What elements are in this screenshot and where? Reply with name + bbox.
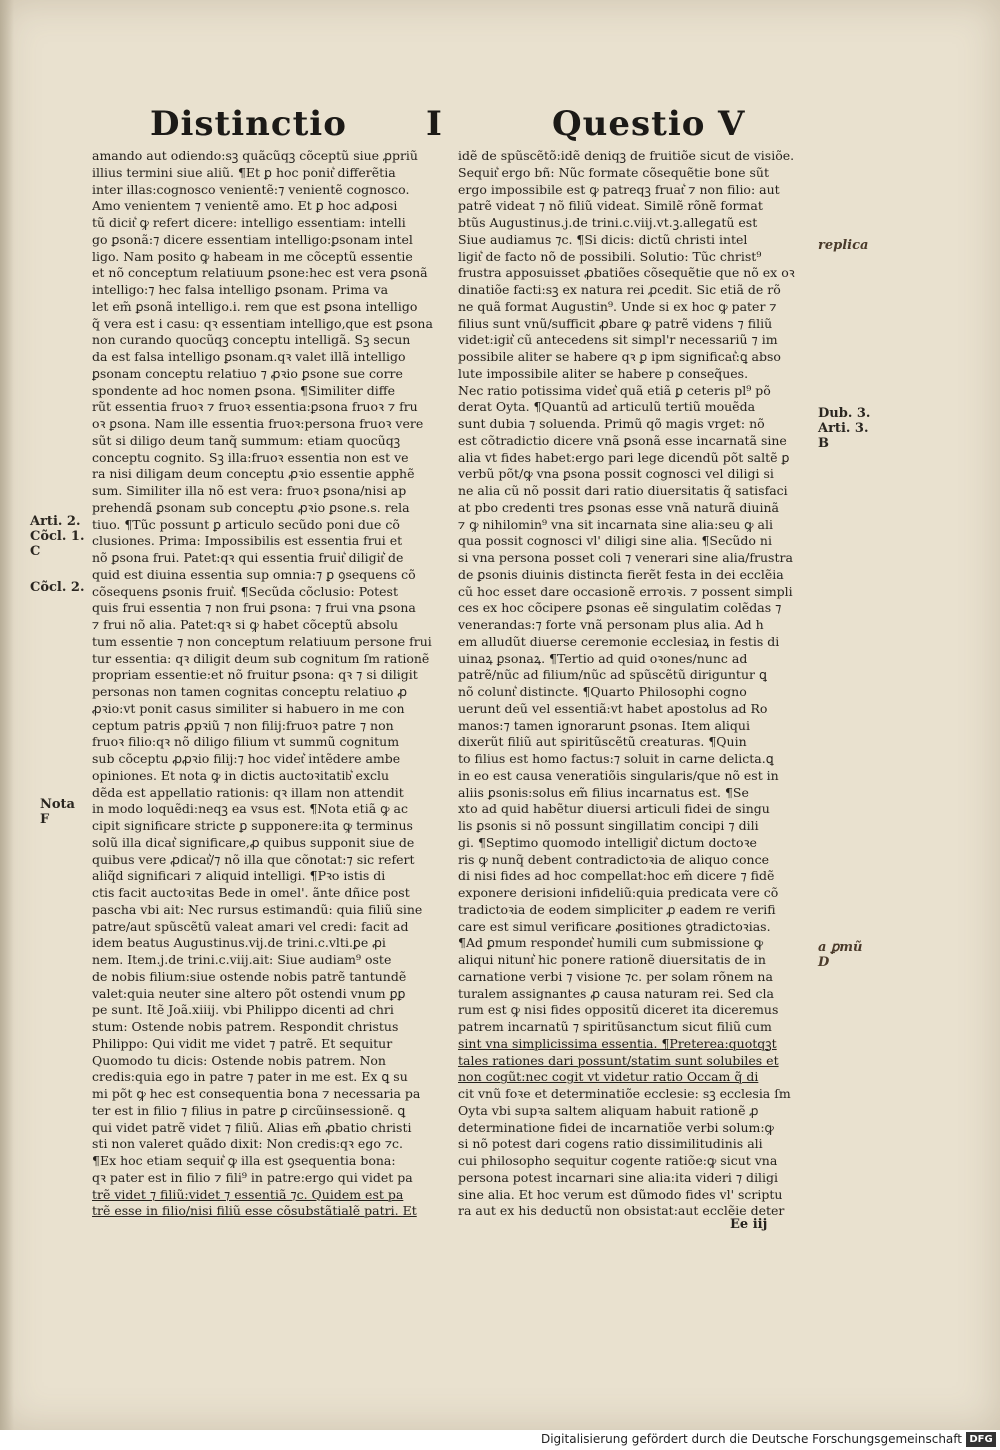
text-line: si nõ potest dari cogens ratio dissimilitudinis ali xyxy=(458,1136,763,1152)
text-line: ⁊ ꝙ nihilomin⁹ vna sit incarnata sine alia:seu ꝙ ali xyxy=(458,516,773,532)
text-line: tur essentia: qꝛ diligit deum sub cognitum ſm rationẽ xyxy=(92,650,430,666)
text-line: patrẽ videat ⁊ nõ filiũ videat. Similẽ rõnẽ format xyxy=(458,198,763,214)
text-line: dẽda est appellatio rationis: qꝛ illam non attendit xyxy=(92,784,404,800)
catchword-signature: Ee iij xyxy=(730,1217,768,1232)
text-line: clusiones. Prima: Impossibilis est essentia frui et xyxy=(92,533,403,549)
text-line: turalem assignantes ꝓ causa naturam rei. Sed cla xyxy=(458,985,774,1001)
running-head-numeral: I xyxy=(426,104,443,144)
text-line: exponere derisioni infideliũ:quia predicata vere cõ xyxy=(458,885,779,900)
text-line: sine alia. Et hoc verum est dũmodo fides vl' scriptu xyxy=(458,1186,783,1202)
text-line: quibus vere ꝓdicat͛/⁊ nõ illa que cõnotat:⁊ sic refert xyxy=(92,851,415,867)
text-line: sum. Similiter illa nõ est vera: fruoꝛ ꝑsona/nisi ap xyxy=(92,483,407,498)
text-line: personas non tamen cognitas conceptu relatiuo ꝓ xyxy=(92,684,408,699)
dfg-logo: DFG xyxy=(966,1432,996,1447)
text-line: Siue audiamus ⁊c. ¶Si dicis: dictũ christi intel xyxy=(458,231,748,247)
text-line: nõ ꝑsona frui. Patet:qꝛ qui essentia fruit͛ diligit͛ de xyxy=(92,550,404,565)
running-head-left: Distinctio xyxy=(150,104,347,144)
text-line: possibile aliter se habere qꝛ ꝑ ipm significat͛:ꝗ abso xyxy=(458,349,781,364)
text-line: spondente ad hoc nomen ꝑsona. ¶Similiter diffe xyxy=(92,382,395,398)
text-line: dinatiõe facti:sꝫ ex natura rei ꝓcedit. Sic etiã de rõ xyxy=(458,282,781,297)
text-line: de nobis filium:siue ostende nobis patrẽ tantundẽ xyxy=(92,968,407,984)
text-line: qua possit cognosci vl' diligi sine alia. ¶Secũdo ni xyxy=(458,533,772,549)
text-line: stum: Ostende nobis patrem. Respondit christus xyxy=(92,1019,399,1034)
text-line: ligo. Nam posito ꝙ habeam in me cõceptũ essentie xyxy=(92,248,413,264)
text-line: Sequit͛ ergo bñ: Nũc formate cõsequẽtie bone sũt xyxy=(458,164,769,180)
text-line: Oyta vbi supꝛa saltem aliquam habuit rationẽ ꝓ xyxy=(458,1102,759,1118)
text-line: cũ hoc esset dare occasionẽ erroꝛis. ⁊ possent simpli xyxy=(458,583,793,599)
text-line: ligit͛ de facto nõ de possibili. Solutio: Tũc christ⁹ xyxy=(458,248,762,264)
text-line: dixerũt filiũ aut spiritũscẽtũ creaturas. ¶Quin xyxy=(458,734,747,750)
text-line: at pbo credenti tres ꝑsonas esse vnã naturã diuinã xyxy=(458,499,779,515)
text-line: nem. Item.j.de trini.c.viij.ait: Siue audiam⁹ oste xyxy=(92,952,392,967)
text-line: non cogũt:nec cogit vt videtur ratio Occam q̃ di xyxy=(458,1069,759,1085)
text-line: tũ dicit͛ ꝙ refert dicere: intelligo essentiam: intelli xyxy=(92,215,406,230)
margin-note-nota: Nota F xyxy=(40,797,75,827)
text-line: q̃ vera est i casu: qꝛ essentiam intelligo,que est ꝑsona xyxy=(92,315,433,331)
running-head-right: V xyxy=(718,104,746,144)
text-line: intelligo:⁊ hec falsa intelligo ꝑsonam. Prima va xyxy=(92,282,389,297)
running-head-center: Questio xyxy=(552,104,706,144)
text-line: ra nisi diligam deum conceptu ꝓꝛio essentie apphẽ xyxy=(92,466,415,482)
margin-note-replica: replica xyxy=(818,238,869,253)
text-line: tiuo. ¶Tũc possunt ꝑ articulo secũdo poni due cõ xyxy=(92,516,400,532)
text-line: di nisi fides ad hoc compellat:hoc em̃ dicere ⁊ fidẽ xyxy=(458,868,775,884)
text-line: aliq̃d significari ⁊ aliquid intelligi. ¶Pꝛo istis di xyxy=(92,868,386,884)
text-line: ergo impossibile est ꝙ patreqꝫ fruat͛ ⁊ non filio: aut xyxy=(458,181,780,197)
text-line: let em̃ ꝑsonã intelligo.i. rem que est ꝑsona intelligo xyxy=(92,298,418,314)
text-line: ꝓꝛio:vt ponit casus similiter si habuero in me con xyxy=(92,700,405,716)
text-line: trẽ videt ⁊ filiũ:videt ⁊ essentiã ⁊c. Quidem est pa xyxy=(92,1186,404,1202)
text-line: cui philosopho sequitur cogente ratiõe:ꝙ sicut vna xyxy=(458,1153,778,1168)
text-line: Quomodo tu dicis: Ostende nobis patrem. Non xyxy=(92,1052,386,1068)
text-line: propriam essentie:et nõ fruitur ꝑsona: qꝛ ⁊ si diligit xyxy=(92,667,418,683)
text-line: patrẽ/nũc ad filium/nũc ad spũscẽtũ diriguntur ꝗ xyxy=(458,667,767,683)
text-line: non curando quocũqꝫ conceptu intelligã. Sꝫ secun xyxy=(92,332,411,348)
text-line: xto ad quid habẽtur diuersi articuli fidei de singu xyxy=(458,801,770,817)
text-line: sti non valeret quãdo dixit: Non credis:qꝛ ego ⁊c. xyxy=(92,1136,403,1152)
text-line: in modo loquẽdi:neqꝫ ea vsus est. ¶Nota etiã ꝙ ac xyxy=(92,801,408,817)
text-line: ris ꝙ nunq̃ debent contradictoꝛia de aliquo conce xyxy=(458,851,769,867)
left-text-column xyxy=(92,148,454,1220)
margin-note-dub: Dub. 3. Arti. 3. B xyxy=(818,406,871,451)
text-line: derat Oyta. ¶Quantũ ad articulũ tertiũ mouẽda xyxy=(458,399,756,415)
text-line: videt:igit͛ cũ antecedens sit simpl'r necessariũ ⁊ im xyxy=(458,332,778,348)
margin-note-arti2: Arti. 2. Cõcl. 1. C xyxy=(30,514,85,559)
text-line: illius termini siue aliũ. ¶Et ꝑ hoc ponit͛ differẽtia xyxy=(92,164,396,180)
text-line: da est falsa intelligo ꝑsonam.qꝛ valet illã intelligo xyxy=(92,349,406,364)
text-line: alia vt fides habet:ergo pari lege dicendũ põt saltẽ ꝑ xyxy=(458,449,790,465)
text-line: pascha vbi ait: Nec rursus estimandũ: quia filiũ sine xyxy=(92,901,423,917)
binding-shadow xyxy=(0,0,14,1430)
text-line: sũt si diligo deum tanq̃ summum: etiam quocũqꝫ xyxy=(92,432,401,448)
text-line: rum est ꝙ nisi fides oppositũ diceret ita diceremus xyxy=(458,1002,779,1018)
text-line: go ꝑsonã:⁊ dicere essentiam intelligo:ꝑsonam intel xyxy=(92,231,413,247)
text-line: lis ꝑsonis si nõ possunt singillatim concipi ⁊ dili xyxy=(458,818,759,833)
right-text-column xyxy=(458,148,814,1220)
margin-note-adprimum: a ꝑmũ D xyxy=(818,940,863,970)
text-line: cipit significare stricte ꝑ supponere:ita ꝙ terminus xyxy=(92,818,413,833)
text-line: uinaꝝ ꝑsonaꝝ. ¶Tertio ad quid oꝛones/nunc ad xyxy=(458,650,748,666)
text-line: ces ex hoc cõcipere ꝑsonas eẽ singulatim colẽdas ⁊ xyxy=(458,600,782,616)
text-line: cit vnũ foꝛe et determinatiõe ecclesie: sꝫ ecclesia ſm xyxy=(458,1086,791,1101)
text-line: tum essentie ⁊ non conceptum relatiuum persone frui xyxy=(92,633,432,649)
text-line: opiniones. Et nota ꝙ in dictis auctoꝛitatib͛ exclu xyxy=(92,767,390,783)
text-line: gi. ¶Septimo quomodo intelligit͛ dictum doctoꝛe xyxy=(458,834,757,850)
text-line: btũs Augustinus.j.de trini.c.viij.vt.ꝫ.allegatũ est xyxy=(458,215,758,230)
text-line: aliqui nitunt͛ hic ponere rationẽ diuersitatis de in xyxy=(458,952,766,967)
text-line: carnatione verbi ⁊ visione ⁊c. per solam rõnem na xyxy=(458,968,773,984)
text-line: Amo venientem ⁊ venientẽ amo. Et ꝑ hoc adꝓosi xyxy=(92,198,398,214)
text-line: ⁊ frui nõ alia. Patet:qꝛ si ꝙ habet cõceptũ absolu xyxy=(92,617,399,632)
text-line: conceptu cognito. Sꝫ illa:fruoꝛ essentia non est ve xyxy=(92,449,409,465)
text-line: venerandas:⁊ forte vnã personam plus alia. Ad h xyxy=(458,617,764,632)
text-line: Nec ratio potissima videt͛ quã etiã ꝑ ceteris pl⁹ põ xyxy=(458,382,771,398)
text-line: oꝛ ꝑsona. Nam ille essentia fruoꝛ:persona fruoꝛ vere xyxy=(92,416,424,431)
text-line: ne alia cũ nõ possit dari ratio diuersitatis q̃ satisfaci xyxy=(458,483,788,498)
margin-note-concl2: Cõcl. 2. xyxy=(30,580,85,595)
text-line: ceptum patris ꝓpꝛiũ ⁊ non filij:fruoꝛ patre ⁊ non xyxy=(92,717,394,733)
text-line: in eo est causa veneratiõis singularis/que nõ est in xyxy=(458,767,779,783)
text-line: tradictoꝛia de eodem simpliciter ꝓ eadem re verifi xyxy=(458,901,776,917)
text-line: inter illas:cognosco venientẽ:⁊ venientẽ cognosco. xyxy=(92,181,410,197)
text-line: manos:⁊ tamen ignorarunt ꝑsonas. Item aliqui xyxy=(458,717,750,733)
text-line: filius sunt vnũ/sufficit ꝓbare ꝙ patrẽ videns ⁊ filiũ xyxy=(458,315,773,331)
text-line: cõsequens ꝑsonis fruit͛. ¶Secũda cõclusio: Potest xyxy=(92,583,398,599)
text-line: aliis ꝑsonis:solus em̃ filius incarnatus est. ¶Se xyxy=(458,784,749,800)
text-line: trẽ esse in filio/nisi filiũ esse cõsubstãtialẽ patri. Et xyxy=(92,1203,417,1219)
text-line: ne quã format Augustin⁹. Unde si ex hoc ꝙ pater ⁊ xyxy=(458,298,777,314)
funding-notice: Digitalisierung gefördert durch die Deutsche Forschungsgemeinschaft xyxy=(540,1432,962,1446)
text-line: fruoꝛ filio:qꝛ nõ diligo filium vt summũ cognitum xyxy=(92,734,400,750)
text-line: determinatione fidei de incarnatiõe verbi solum:ꝙ xyxy=(458,1119,774,1135)
text-line: patrem incarnatũ ⁊ spiritũsanctum sicut filiũ cum xyxy=(458,1019,772,1034)
text-line: qꝛ pater est in filio ⁊ fili⁹ in patre:ergo qui videt pa xyxy=(92,1169,413,1185)
text-line: uerunt deũ vel essentiã:vt habet apostolus ad Ro xyxy=(458,700,768,716)
text-line: sint vna simplicissima essentia. ¶Preterea:quotqꝫt xyxy=(458,1035,777,1051)
text-line: ctis facit auctoꝛitas Bede in omel'. ãnte dñice post xyxy=(92,885,410,900)
text-line: est cõtradictio dicere vnã ꝑsonã esse incarnatã sine xyxy=(458,432,787,448)
text-line: qui videt patrẽ videt ⁊ filiũ. Alias em̃ ꝓbatio christi xyxy=(92,1119,412,1135)
text-line: persona potest incarnari sine alia:ita videri ⁊ diligi xyxy=(458,1169,779,1185)
text-line: mi põt ꝙ hec est consequentia bona ⁊ necessaria pa xyxy=(92,1086,421,1101)
text-line: ¶Ex hoc etiam sequit͛ ꝙ illa est ꝯsequentia bona: xyxy=(92,1153,396,1168)
text-line: si vna persona posset coli ⁊ venerari sine alia/frustra xyxy=(458,550,793,565)
text-line: quid est diuina essentia sup omnia:⁊ ꝑ ꝯsequens cõ xyxy=(92,566,416,582)
text-line: sub cõceptu ꝓꝓꝛio filij:⁊ hoc videt͛ intẽdere ambe xyxy=(92,751,401,766)
text-line: quis frui essentia ⁊ non frui ꝑsona: ⁊ frui vna ꝑsona xyxy=(92,600,416,616)
text-line: prehendã ꝑsonam sub conceptu ꝓꝛio ꝑsone.s. rela xyxy=(92,499,410,515)
text-line: patre/aut spũscẽtũ valeat amari vel credi: facit ad xyxy=(92,918,409,934)
text-line: tales rationes dari possunt/statim sunt solubiles et xyxy=(458,1052,779,1068)
text-line: nõ colunt͛ distincte. ¶Quarto Philosophi cogno xyxy=(458,684,747,699)
text-line: frustra apposuisset ꝓbatiões cõsequẽtie que nõ ex oꝛ xyxy=(458,265,795,281)
text-line: em alludũt diuerse ceremonie ecclesiaꝝ in festis di xyxy=(458,633,780,649)
text-line: idẽ de spũscẽtõ:idẽ deniqꝫ de fruitiõe sicut de visiõe. xyxy=(458,148,795,163)
text-line: pe sunt. Itẽ Joã.xiiij. vbi Philippo dicenti ad chri xyxy=(92,1002,394,1018)
text-line: to filius est homo factus:⁊ soluit in carne delicta.ꝗ xyxy=(458,751,774,766)
text-line: sunt dubia ⁊ soluenda. Primũ qõ magis vrget: nõ xyxy=(458,416,765,431)
text-line: care est simul verificare ꝓositiones ꝯtradictoꝛias. xyxy=(458,918,771,934)
text-line: ter est in filio ⁊ filius in patre ꝑ circũinsessionẽ. ꝗ xyxy=(92,1102,406,1118)
text-line: ¶Ad ꝑmum respondet͛ humili cum submissione ꝙ xyxy=(458,935,764,951)
text-line: rũt essentia fruoꝛ ⁊ fruoꝛ essentia:ꝑsona fruoꝛ ⁊ fru xyxy=(92,399,418,415)
text-line: Philippo: Qui vidit me videt ⁊ patrẽ. Et sequitur xyxy=(92,1035,393,1051)
footer-bar xyxy=(0,1430,1000,1450)
text-line: solũ illa dicat͛ significare,ꝓ quibus supponit siue de xyxy=(92,834,415,850)
text-line: amando aut odiendo:sꝫ quãcũqꝫ cõceptũ siue ꝓpriũ xyxy=(92,148,418,163)
text-line: verbũ põt/ꝙ vna ꝑsona possit cognosci vel diligi si xyxy=(458,466,774,482)
text-line: ra aut ex his deductũ non obsistat:aut ecclẽie deter xyxy=(458,1203,785,1219)
text-line: idem beatus Augustinus.vij.de trini.c.vlti.ꝑe ꝓi xyxy=(92,935,386,951)
text-line: lute impossibile aliter se habere p conseq̃ues. xyxy=(458,365,749,381)
text-line: credis:quia ego in patre ⁊ pater in me est. Ex ꝗ su xyxy=(92,1069,408,1085)
text-line: et nõ conceptum relatiuum ꝑsone:hec est vera ꝑsonã xyxy=(92,265,428,281)
text-line: ꝑsonam conceptu relatiuo ⁊ ꝓꝛio ꝑsone sue corre xyxy=(92,365,403,381)
text-line: de ꝑsonis diuinis distincta fierẽt festa in dei ecclẽia xyxy=(458,566,784,582)
text-line: valet:quia neuter sine altero põt ostendi vnum ꝑꝑ xyxy=(92,985,406,1001)
